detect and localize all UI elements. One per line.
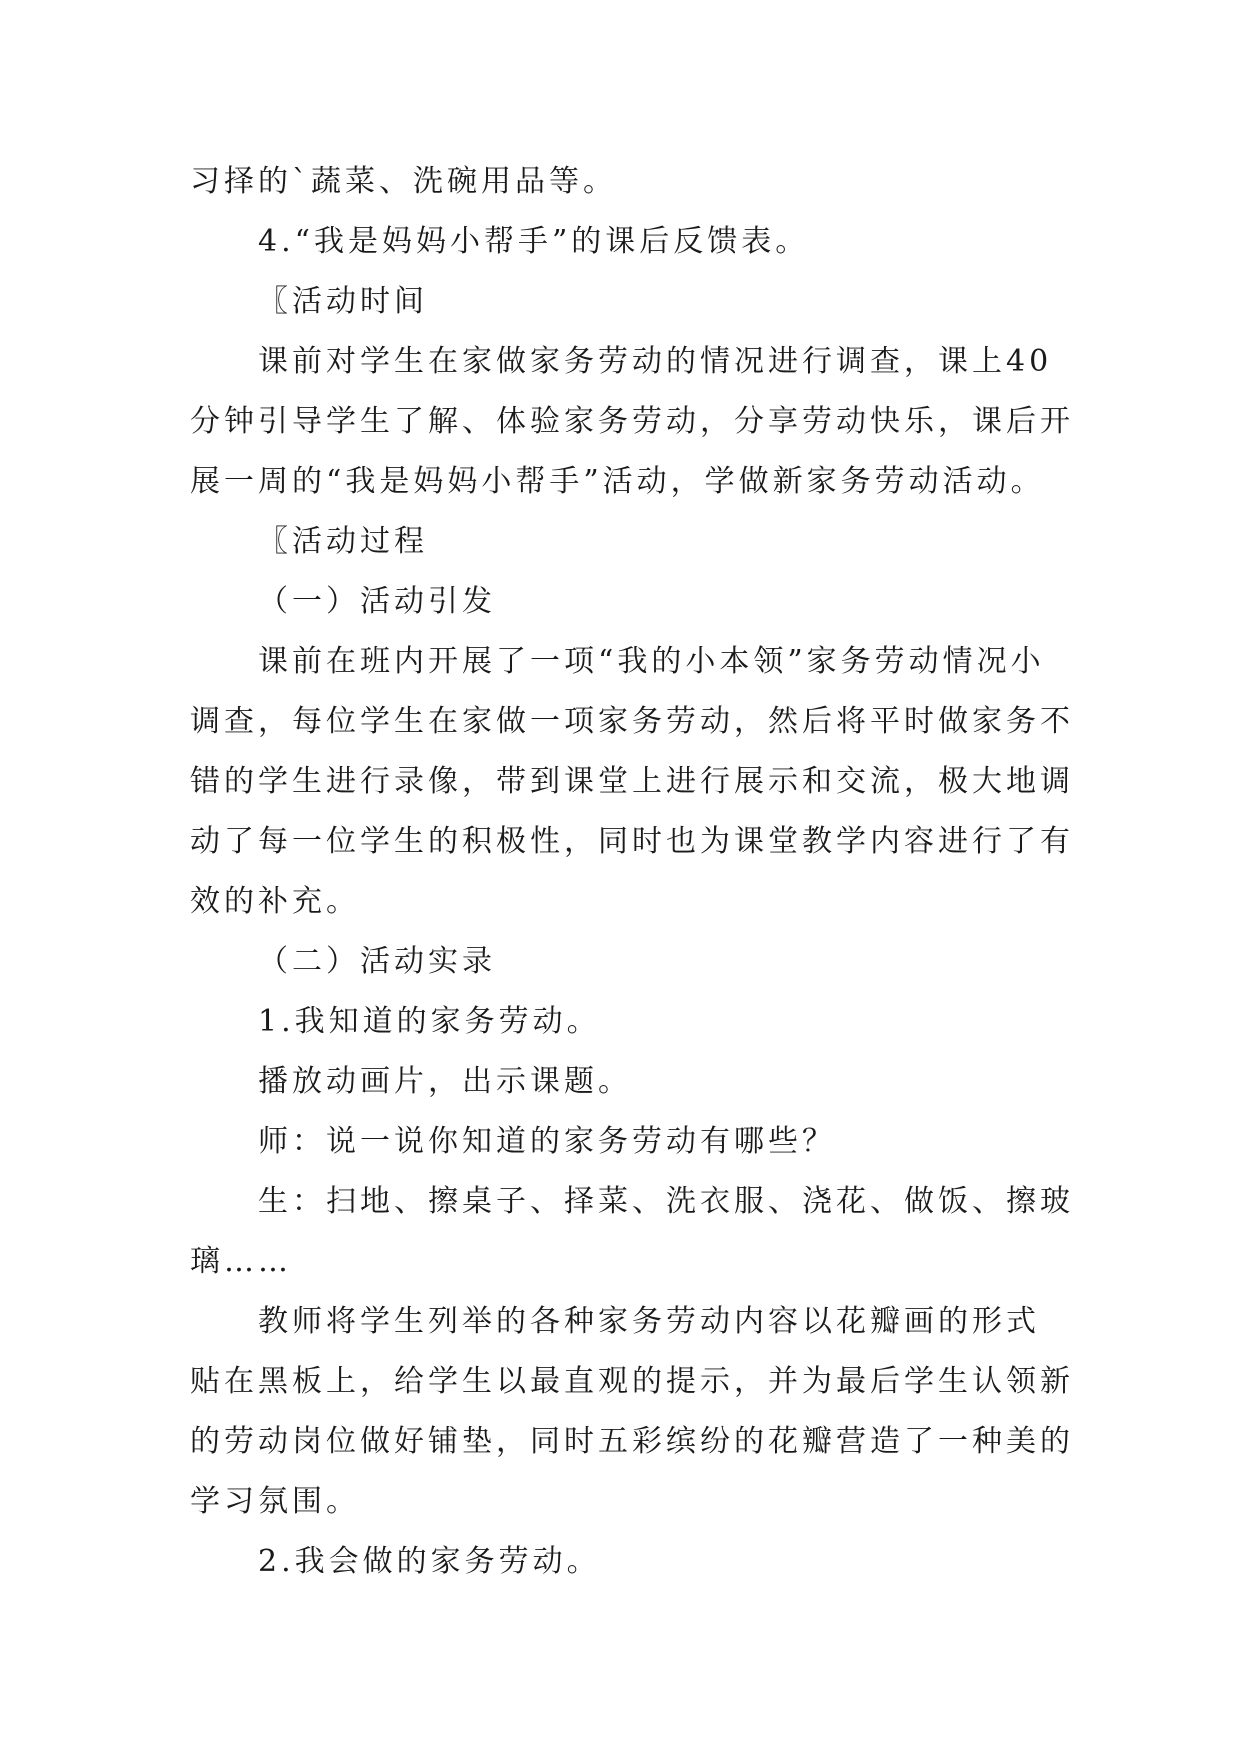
document-page (190, 152, 1074, 1592)
text-line: 展一周的“我是妈妈小帮手”活动，学做新家务劳动活动。 (190, 464, 1045, 499)
text-line: 的劳动岗位做好铺垫，同时五彩缤纷的花瓣营造了一种美的 (190, 1424, 1074, 1459)
text-line: 课前在班内开展了一项“我的小本领”家务劳动情况小 (258, 644, 1045, 679)
list-item-feedback-form: 4.“我是妈妈小帮手”的课后反馈表。 (258, 224, 810, 259)
text-line: 效的补充。 (190, 884, 360, 919)
text-line: 璃…… (190, 1244, 292, 1279)
section-heading-activity-process: 〖活动过程 (258, 524, 428, 559)
text-line: 动了每一位学生的积极性，同时也为课堂教学内容进行了有 (190, 824, 1074, 859)
text-line: 课前对学生在家做家务劳动的情况进行调查，课上40 (258, 344, 1053, 379)
text-line: 教师将学生列举的各种家务劳动内容以花瓣画的形式 (258, 1304, 1040, 1339)
section-heading-activity-time: 〖活动时间 (258, 284, 428, 319)
subheading-activity-trigger: （一）活动引发 (258, 584, 496, 619)
text-line: 贴在黑板上，给学生以最直观的提示，并为最后学生认领新 (190, 1364, 1074, 1399)
text-line-student: 生：扫地、擦桌子、择菜、洗衣服、浇花、做饭、擦玻 (258, 1184, 1074, 1219)
list-item-known-chores: 1.我知道的家务劳动。 (258, 1004, 601, 1039)
text-line: 学习氛围。 (190, 1484, 360, 1519)
text-line: 错的学生进行录像，带到课堂上进行展示和交流，极大地调 (190, 764, 1074, 799)
text-line: 习择的`蔬菜、洗碗用品等。 (190, 164, 617, 199)
text-line: 播放动画片，出示课题。 (258, 1064, 632, 1099)
text-line: 分钟引导学生了解、体验家务劳动，分享劳动快乐，课后开 (190, 404, 1074, 439)
text-line-teacher: 师：说一说你知道的家务劳动有哪些？ (258, 1124, 836, 1159)
subheading-activity-record: （二）活动实录 (258, 944, 496, 979)
list-item-can-do-chores: 2.我会做的家务劳动。 (258, 1544, 601, 1579)
text-line: 调查，每位学生在家做一项家务劳动，然后将平时做家务不 (190, 704, 1074, 739)
